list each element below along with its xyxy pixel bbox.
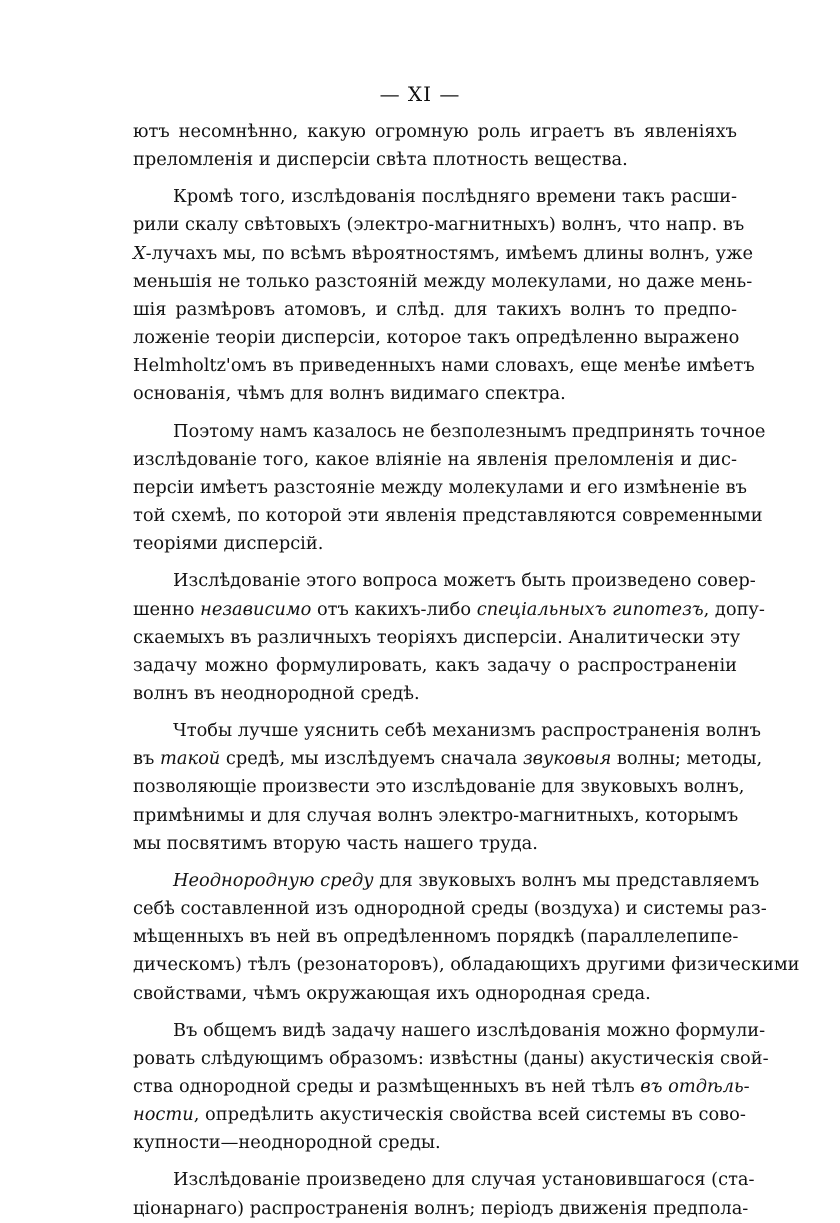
text-line <box>133 1101 746 1129</box>
paragraph <box>133 418 766 559</box>
page-number: — XI — <box>379 82 461 106</box>
text-line: Изслѣдованіе этого вопроса можетъ быть произведено совер- <box>173 570 756 592</box>
line-text: шенно <box>133 598 201 620</box>
line-text: , опредѣлить акустическія свойства всей системы въ сово- <box>193 1104 746 1126</box>
paragraph <box>133 183 755 408</box>
text-line: Въ общемъ видѣ задачу нашего изслѣдованія можно формули- <box>173 1019 766 1041</box>
text-line: задачу можно формулировать, какъ задачу о распространеніи <box>133 654 737 676</box>
paragraph <box>133 717 763 858</box>
text-line: меньшія не только разстояній между молекулами, но даже мень- <box>133 270 753 292</box>
text-line: Чтобы лучше уяснить себѣ механизмъ распространенія волнъ <box>173 720 761 742</box>
text-line: основанія, чѣмъ для волнъ видимаго спектра. <box>133 383 566 405</box>
text-line: себѣ составленной изъ однородной среды (воздуха) и системы раз- <box>133 898 767 920</box>
italic-text: X <box>133 242 146 264</box>
italic-text: въ отдѣль- <box>640 1076 750 1097</box>
text-line <box>133 240 753 268</box>
text-line: позволяющіе произвести это изслѣдованіе для звуковыхъ волнъ, <box>133 776 745 798</box>
line-text: въ <box>133 748 160 770</box>
text-line: Изслѣдованіе произведено для случая установившагося (ста- <box>173 1169 755 1191</box>
paragraph <box>133 567 765 708</box>
line-text: ства однородной среды и размѣщенныхъ въ ней тѣлъ <box>133 1076 641 1097</box>
italic-text: Неоднородную среду <box>173 869 374 891</box>
text-line: купности—неоднородной среды. <box>133 1132 441 1154</box>
text-line: ложеніе теоріи дисперсіи, которое такъ опредѣленно выражено <box>133 327 740 349</box>
text-line: скаемыхъ въ различныхъ теоріяхъ дисперсіи. Аналитически эту <box>133 626 741 648</box>
text-line: свойствами, чѣмъ окружающая ихъ однородная среда. <box>133 982 651 1004</box>
line-text: средѣ, мы изслѣдуемъ сначала <box>220 748 523 770</box>
line-text: отъ какихъ-либо <box>311 598 477 620</box>
text-line: ровать слѣдующимъ образомъ: извѣстны (даны) акустическія свой- <box>133 1047 769 1069</box>
text-line: примѣнимы и для случая волнъ электро-магнитныхъ, которымъ <box>133 804 739 826</box>
text-line: ютъ несомнѣнно, какую огромную роль играетъ въ явленіяхъ <box>133 121 737 142</box>
italic-text: ности <box>133 1104 194 1126</box>
paragraph <box>133 1166 755 1222</box>
text-line <box>133 1073 750 1101</box>
text-line: Кромѣ того, изслѣдованія послѣдняго времени такъ расши- <box>173 186 737 208</box>
text-line: шія размѣровъ атомовъ, и слѣд. для такихъ волнъ то предпо- <box>133 298 737 320</box>
text-line <box>133 867 760 895</box>
paragraph <box>133 867 800 1008</box>
text-line <box>133 596 765 624</box>
text-line: ціонарнаго) распространенія волнъ; періодъ движенія предпола- <box>133 1197 749 1219</box>
line-text: , допу- <box>703 598 765 620</box>
paragraph <box>133 118 737 174</box>
italic-text: спеціальныхъ гипотезъ <box>476 598 704 620</box>
line-text: для звуковыхъ волнъ мы представляемъ <box>373 869 760 891</box>
text-line: теоріями дисперсій. <box>133 533 324 555</box>
italic-text: звуковыя <box>522 748 612 770</box>
text-line: рили скалу свѣтовыхъ (электро-магнитныхъ) волнъ, что напр. въ <box>133 214 745 236</box>
paragraph <box>133 1017 769 1158</box>
text-line: персіи имѣетъ разстояніе между молекулами и его измѣненіе въ <box>133 476 747 498</box>
line-text: волны; методы, <box>611 748 763 770</box>
text-line: волнъ въ неоднородной средѣ. <box>133 682 420 704</box>
text-line: мѣщенныхъ въ ней въ опредѣленномъ порядкѣ (параллелепипе- <box>133 926 739 948</box>
text-line: мы посвятимъ вторую часть нашего труда. <box>133 832 538 854</box>
text-line: преломленія и дисперсіи свѣта плотность вещества. <box>133 149 628 171</box>
line-text: -лучахъ мы, по всѣмъ вѣроятностямъ, имѣемъ длины волнъ, уже <box>145 242 753 264</box>
text-line: Helmholtz'омъ въ приведенныхъ нами словахъ, еще менѣе имѣетъ <box>133 355 755 377</box>
text-line: изслѣдованіе того, какое вліяніе на явленія преломленія и дис- <box>133 448 737 470</box>
text-line: дическомъ) тѣлъ (резонаторовъ), обладающихъ другими физическими <box>133 954 800 976</box>
body-text <box>133 118 800 1223</box>
text-line: Поэтому намъ казалось не безполезнымъ предпринять точное <box>173 420 766 442</box>
italic-text: такой <box>159 748 221 770</box>
text-line: той схемѣ, по которой эти явленія представляются современными <box>133 505 763 527</box>
italic-text: независимо <box>200 598 312 620</box>
text-line <box>133 745 763 773</box>
